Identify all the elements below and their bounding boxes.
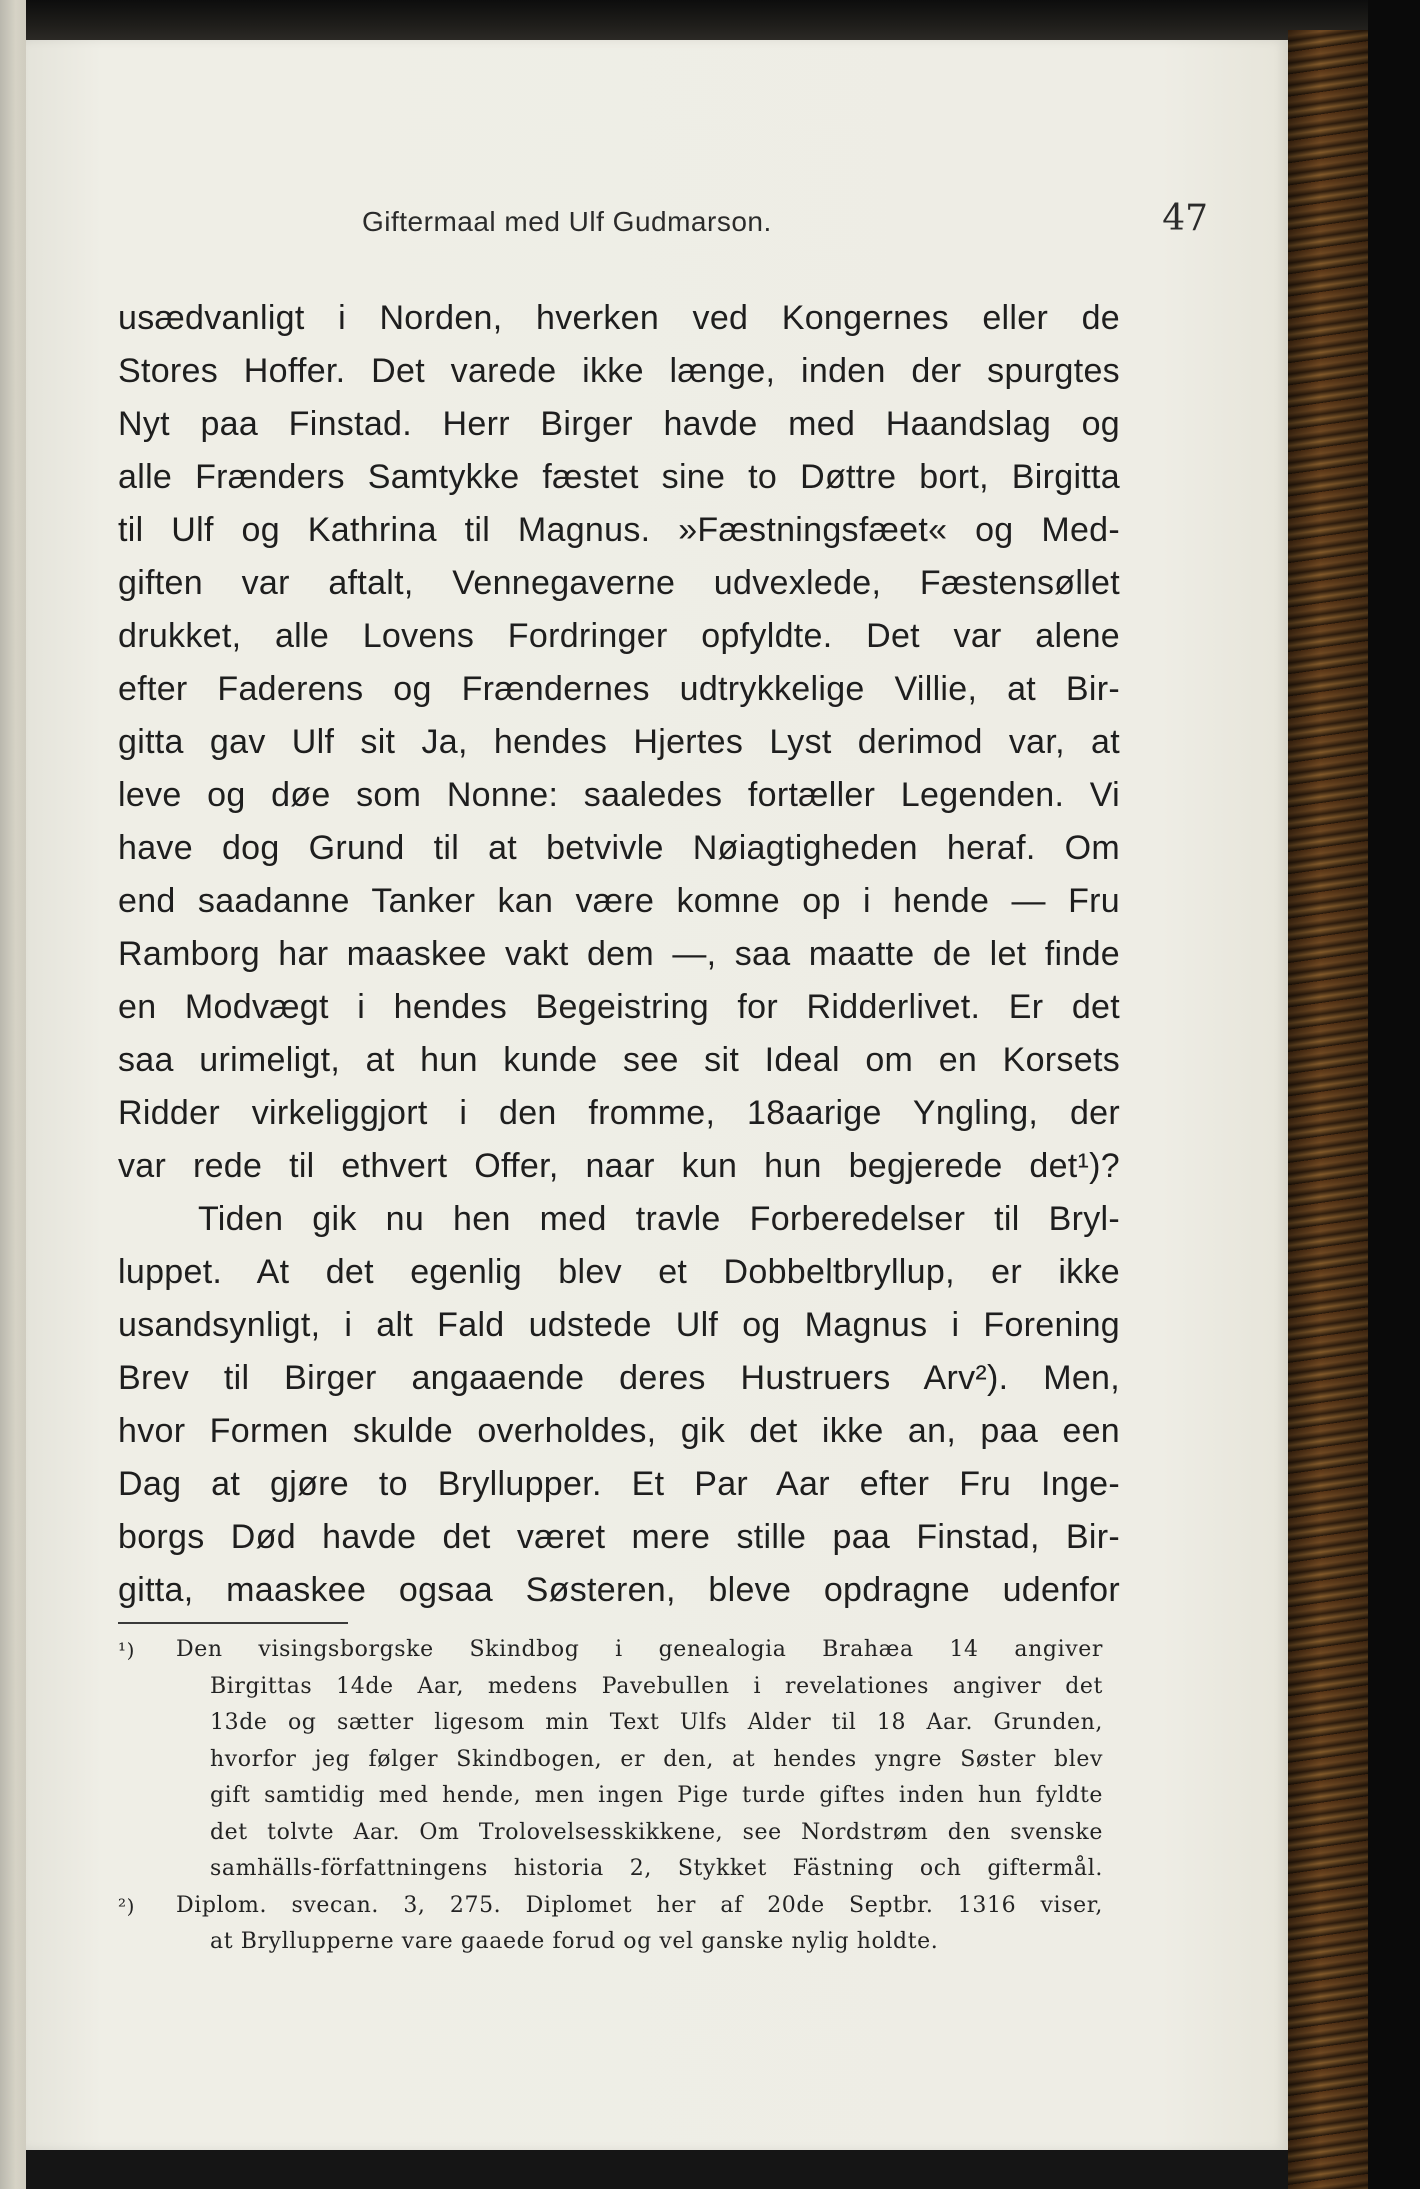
- text-line: gitta, maaskee ogsaa Søsteren, bleve opdragne udenfor: [118, 1571, 1120, 1609]
- body-text: [118, 292, 1120, 1617]
- text-line: efter Faderens og Frændernes udtrykkelige Villie, at Bir-: [118, 670, 1120, 708]
- text-line: usædvanligt i Norden, hverken ved Kongernes eller de: [118, 299, 1120, 337]
- text-line: alle Frænders Samtykke fæstet sine to Døttre bort, Birgitta: [118, 458, 1120, 496]
- text-line: var rede til ethvert Offer, naar kun hun begjerede det¹)?: [118, 1147, 1120, 1185]
- text-line: Nyt paa Finstad. Herr Birger havde med Haandslag og: [118, 405, 1120, 443]
- footnote-2-line: [118, 1888, 1103, 1925]
- footnote-1-line: samhälls-författningens historia 2, Stykket Fästning och giftermål.: [210, 1856, 1103, 1881]
- text-line: hvor Formen skulde overholdes, gik det ikke an, paa een: [118, 1412, 1120, 1450]
- facing-page-edge: [0, 0, 26, 2189]
- footnote-2-line: at Bryllupperne vare gaaede forud og vel ganske nylig holdte.: [210, 1929, 939, 1954]
- text-line: usandsynligt, i alt Fald udstede Ulf og Magnus i Forening: [118, 1306, 1120, 1344]
- text-line: Brev til Birger angaaende deres Hustruers Arv²). Men,: [118, 1359, 1120, 1397]
- footnote-1-line: Birgittas 14de Aar, medens Pavebullen i revelationes angiver det: [210, 1673, 1103, 1699]
- text-line-paragraph-start: Tiden gik nu hen med travle Forberedelser til Bryl-: [198, 1200, 1120, 1238]
- text-line: drukket, alle Lovens Fordringer opfyldte. Det var alene: [118, 617, 1120, 655]
- footnote-1-text: Den visingsborgske Skindbog i genealogia Brahæa 14 angiver: [176, 1637, 1103, 1662]
- footnote-1-line: gift samtidig med hende, men ingen Pige turde giftes inden hun fyldte: [210, 1783, 1103, 1808]
- running-title: Giftermaal med Ulf Gudmarson.: [362, 206, 772, 237]
- background-right: [1368, 0, 1420, 2189]
- text-line: leve og døe som Nonne: saaledes fortæller Legenden. Vi: [118, 776, 1120, 814]
- book-page: [26, 40, 1288, 2150]
- footnote-2-mark: ²): [118, 1893, 136, 1918]
- footnote-1-line: hvorfor jeg følger Skindbogen, er den, at hendes yngre Søster blev: [210, 1746, 1103, 1772]
- footnote-rule: [118, 1622, 348, 1624]
- text-line: borgs Død havde det været mere stille paa Finstad, Bir-: [118, 1518, 1120, 1556]
- text-line: end saadanne Tanker kan være komne op i hende — Fru: [118, 882, 1120, 920]
- footnote-1-line: 13de og sætter ligesom min Text Ulfs Alder til 18 Aar. Grunden,: [210, 1710, 1103, 1735]
- footnote-1-mark: ¹): [118, 1638, 136, 1662]
- text-line: have dog Grund til at betvivle Nøiagtigheden heraf. Om: [118, 829, 1120, 867]
- book-top-edge: [0, 0, 1420, 40]
- text-line: saa urimeligt, at hun kunde see sit Ideal om en Korsets: [118, 1041, 1120, 1079]
- text-line: Ramborg har maaskee vakt dem —, saa maatte de let finde: [118, 935, 1120, 973]
- running-head: [26, 178, 1288, 238]
- footnote-1-line: det tolvte Aar. Om Trolovelsesskikkene, see Nordstrøm den svenske: [210, 1819, 1103, 1845]
- footnote-1-line: [118, 1632, 1103, 1669]
- text-line: en Modvægt i hendes Begeistring for Ridderlivet. Er det: [118, 988, 1120, 1026]
- text-line: gitta gav Ulf sit Ja, hendes Hjertes Lyst derimod var, at: [118, 723, 1120, 761]
- footnote-2-text: Diplom. svecan. 3, 275. Diplomet her af 20de Septbr. 1316 viser,: [176, 1892, 1103, 1918]
- text-line: Ridder virkeliggjort i den fromme, 18aarige Yngling, der: [118, 1094, 1120, 1132]
- text-line: Dag at gjøre to Bryllupper. Et Par Aar efter Fru Inge-: [118, 1465, 1120, 1503]
- cover-shadow: [1288, 30, 1368, 2189]
- page-number: 47: [1162, 198, 1208, 239]
- text-line: Stores Hoffer. Det varede ikke længe, inden der spurgtes: [118, 352, 1120, 390]
- text-line: luppet. At det egenlig blev et Dobbeltbryllup, er ikke: [118, 1253, 1120, 1291]
- text-line: til Ulf og Kathrina til Magnus. »Fæstningsfæet« og Med-: [118, 511, 1120, 549]
- footnotes: [118, 1632, 1103, 1961]
- text-line: giften var aftalt, Vennegaverne udvexlede, Fæstensøllet: [118, 564, 1120, 602]
